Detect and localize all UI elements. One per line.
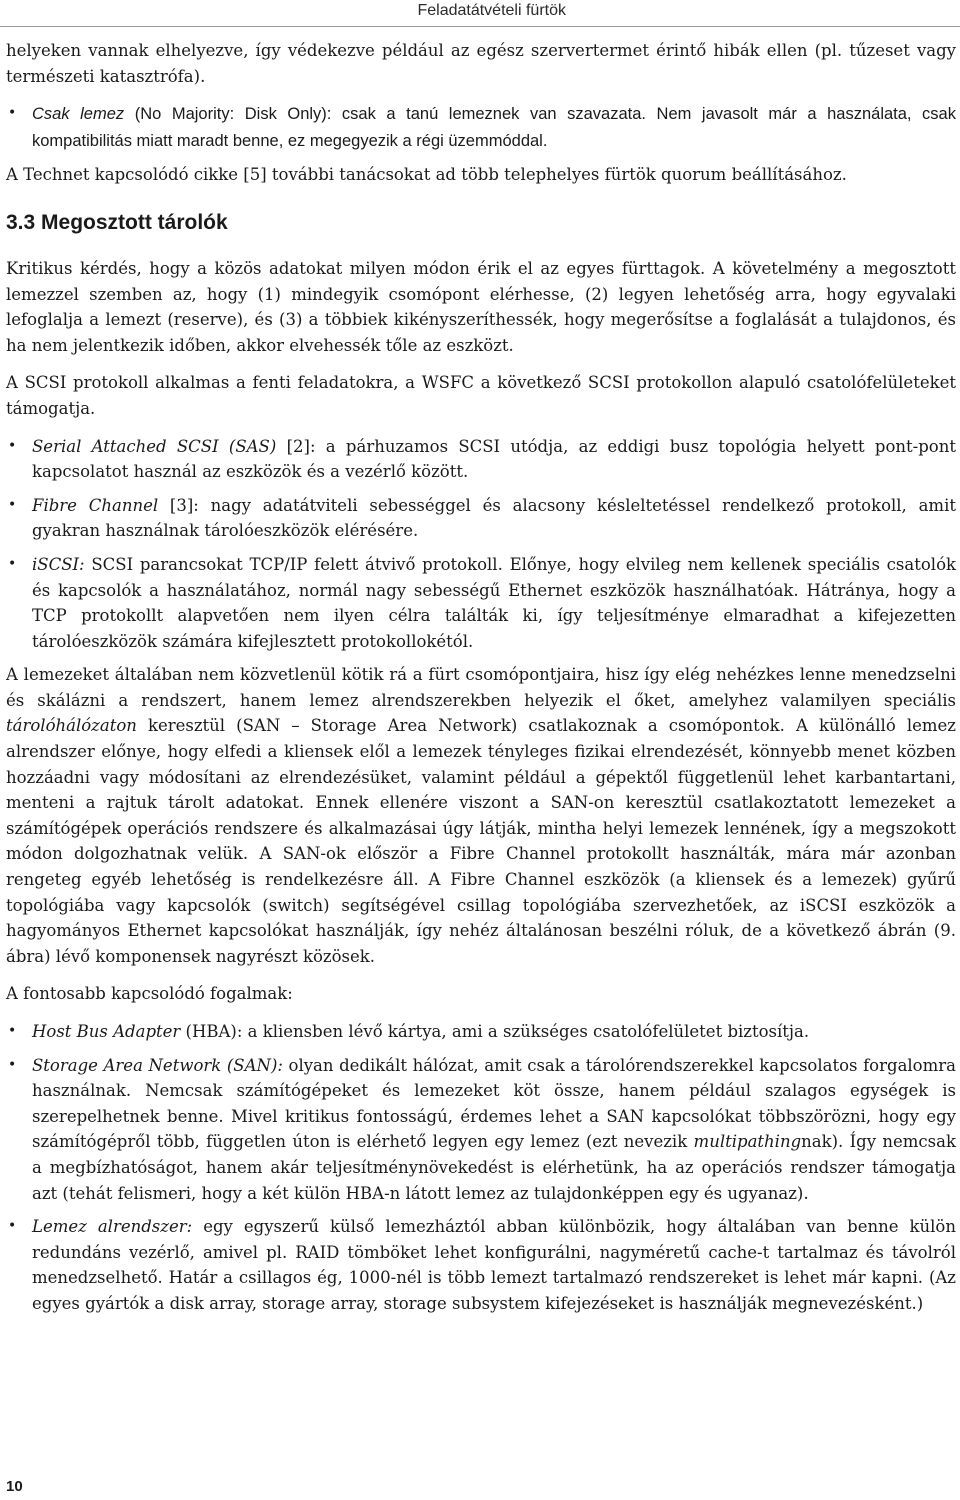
list-item-term: Storage Area Network (SAN):: [32, 1055, 283, 1075]
section-heading: 3.3 Megosztott tárolók: [6, 210, 228, 234]
bullet-icon: •: [8, 105, 17, 122]
paragraph-term: tárolóhálózaton: [6, 716, 137, 736]
bullet-icon: •: [8, 1023, 17, 1039]
paragraph-continuation: helyeken vannak elhelyezve, így védekezve például az egész szervertermet érintő hibák ellen (pl. tűzeset vagy természeti katasztrófa).: [6, 41, 956, 86]
paragraph-text: A lemezeket általában nem közvetlenül kötik rá a fürt csomópontjaira, hisz így elég nehézkes lenne menedzselni és skálázni a rendszert, hanem lemez alrendszerekben helyezik el őket, amelyhez valamilyen speciális: [6, 665, 956, 710]
document-body: [6, 38, 956, 1325]
list-item-text: SCSI parancsokat TCP/IP felett átvivő protokoll. Előnye, hogy elvileg nem kellenek speciális csatolók és kapcsolók a használatához, normál nagy sebességű Ethernet eszközök használhatóak. Hátránya, hogy a TCP protokollt alapvetően nem ilyen célra találták ki, így teljesítménye elmaradhat a kifejezetten tárolóeszközök számára kifejlesztett protokollokétól.: [32, 554, 956, 651]
running-header-title: Feladatátvételi fürtök: [417, 2, 566, 19]
list-item-term: Host Bus Adapter: [32, 1022, 181, 1041]
list-item-term: iSCSI:: [32, 554, 85, 574]
list-item: [6, 434, 956, 485]
list-item-text: nak). Így nemcsak a megbízhatóságot, hanem akár teljesítménynövekedést is elérhetünk, ha az operációs rendszer támogatja azt (tehát felismeri, hogy a két külön HBA-n látott lemez az tulajdonképpen egy és ugyanaz).: [32, 1132, 956, 1203]
list-item-term: Csak lemez: [32, 105, 125, 124]
list-item: [6, 493, 956, 544]
page-number: 10: [6, 1478, 23, 1495]
paragraph-scsi-intro: A SCSI protokoll alkalmas a fenti feladatokra, a WSFC a következő SCSI protokollon alapuló csatolófelületeket támogatja.: [6, 373, 956, 418]
bullet-icon: •: [8, 1218, 17, 1235]
scsi-interface-list: [6, 434, 956, 655]
list-item: [6, 552, 956, 654]
list-item-text: egy egyszerű külső lemezháztól abban különbözik, hogy általában van benne külön redundáns vezérlő, amivel pl. RAID tömböket lehet konfigurálni, nagyméretű cache-t tartalmaz és távolról menedzselhető. Határ a csillagos ég, 1000-nél is több lemezt tartalmazó rendszereket is lehet már kapni. (Az egyes gyártók a disk array, storage array, storage subsystem kifejezéseket is használják megnevezésként.): [32, 1217, 956, 1313]
list-item-term: Serial Attached SCSI (SAS): [32, 436, 277, 456]
list-item-inner-term: multipathing: [693, 1132, 802, 1152]
list-item-text: (No Majority: Disk Only): csak a tanú lemeznek van szavazata. Nem javasolt már a használata, csak kompatibilitás miatt maradt benne, ez megegyezik a régi üzemmóddal.: [32, 105, 956, 150]
paragraph-technet: A Technet kapcsolódó cikke [5] további tanácsokat ad több telephelyes fürtök quorum beállításához.: [6, 165, 847, 185]
list-item-term: Fibre Channel: [32, 495, 159, 515]
list-item: [6, 1019, 956, 1045]
bullet-icon: •: [8, 1056, 17, 1073]
quorum-mode-list: [6, 101, 956, 154]
bullet-icon: •: [8, 555, 17, 572]
list-item: [6, 101, 956, 154]
list-item: [6, 1214, 956, 1316]
list-item-text: olyan dedikált hálózat, amit csak a tárolórendszerekkel kapcsolatos forgalomra használnak. Nemcsak számítógépeket és lemezeket köt össze, hanem például szalagos egységek is szerepelhetnek benne. Mivel kritikus fontosságú, érdemes lehet a SAN kapcsolókat többszörözni, hogy egy számítógépről több, független úton is elérhető legyen egy lemez (ezt nevezik: [32, 1055, 956, 1152]
list-item-text: [2]: a párhuzamos SCSI utódja, az eddigi busz topológia helyett pont-pont kapcsolatot használ az eszközök és a vezérlő között.: [32, 436, 956, 482]
list-item-text: (HBA): a kliensben lévő kártya, ami a szükséges csatolófelületet biztosítja.: [180, 1022, 810, 1041]
paragraph-text: keresztül (SAN – Storage Area Network) csatlakoznak a csomópontok. A különálló lemez alrendszer előnye, hogy elfedi a kliensek elől a lemezek tényleges fizikai elrendezését, könnyebb menet közben hozzáadni vagy módosítani az elrendezésüket, valamint például a gépektől függetlenül lehet karbantartani, menteni a rajtuk tárolt adatokat. Ennek ellenére viszont a SAN-on keresztül csatlakoztatott lemezeket a számítógépek operációs rendszere és alkalmazásai úgy látják, mintha helyi lemezek lennének, így a megszokott módon dolgozhatnak velük. A SAN-ok először a Fibre Channel protokollt használták, mára már azonban rengeteg egyéb lehetőség is rendelkezésre áll. A Fibre Channel eszközök (a kliensek és a lemezek) gyűrű topológiába vagy kapcsolók (switch) segítségével csillag topológiába szervezhetőek, az iSCSI eszközök a hagyományos Ethernet kapcsolókat használják, így nehéz általánosan beszélni róluk, de a következő ábrán (9. ábra) lévő komponensek nagyrészt közösek.: [6, 716, 956, 966]
paragraph-critical-question: Kritikus kérdés, hogy a közös adatokat milyen módon érik el az egyes fürttagok. A követelmény a megosztott lemezzel szemben az, hogy (1) mindegyik csomópont elérhesse, (2) legyen lehetőség arra, hogy egyvalaki lefoglalja a lemezt (reserve), és (3) a többiek kikényszeríthessék, hogy megerősítse a foglalását a tulajdonos, és ha nem jelentkezik időben, akkor elvehessék tőle az eszközt.: [6, 258, 956, 355]
list-item: [6, 1053, 956, 1207]
list-item-term: Lemez alrendszer:: [32, 1217, 193, 1237]
concepts-list: [6, 1019, 956, 1317]
paragraph-disk-subsystems: [6, 662, 956, 969]
bullet-icon: •: [8, 496, 17, 513]
list-item-text: [3]: nagy adatátviteli sebességgel és alacsony késleltetéssel rendelkező protokoll, amit gyakran használnak tárolóeszközök elérésére.: [32, 495, 956, 541]
running-header: [0, 0, 960, 27]
list-item-body: [32, 105, 956, 150]
paragraph-concepts-intro: A fontosabb kapcsolódó fogalmak:: [6, 984, 293, 1004]
bullet-icon: •: [8, 437, 17, 454]
